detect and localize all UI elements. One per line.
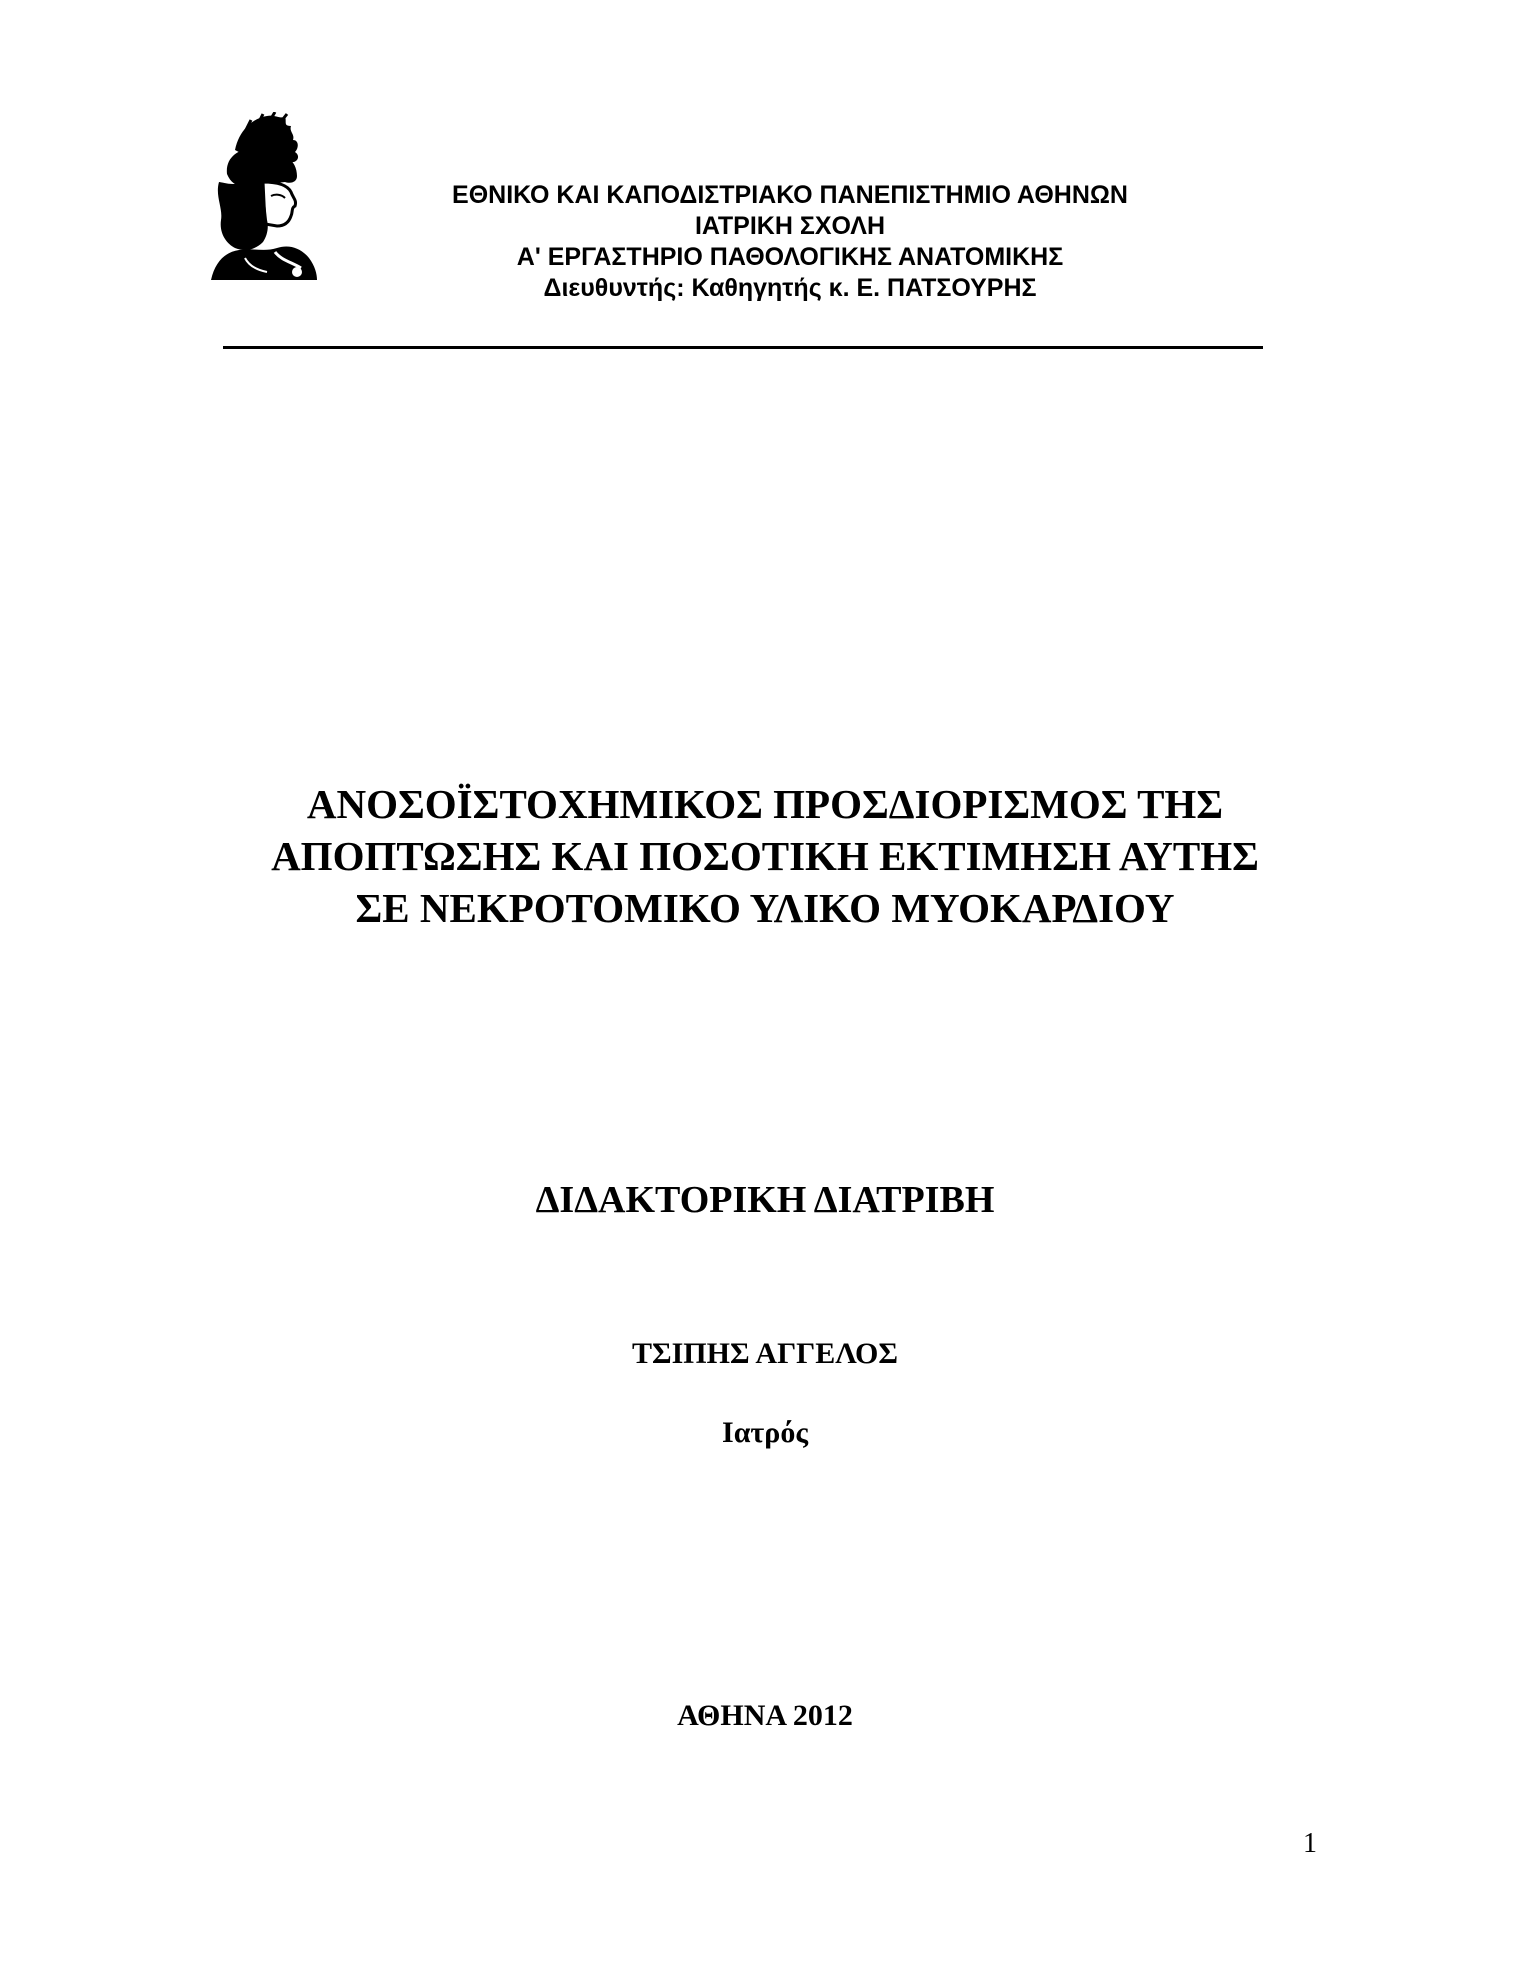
institution-header: [360, 180, 1220, 304]
thesis-title-line-3: ΣΕ ΝΕΚΡΟΤΟΜΙΚΟ ΥΛΙΚΟ ΜΥΟΚΑΡΔΙΟΥ: [355, 885, 1175, 931]
page-number: 1: [1303, 1828, 1317, 1859]
athena-helmet-logo-icon: [205, 112, 320, 282]
place-and-year: ΑΘΗΝΑ 2012: [677, 1699, 853, 1732]
thesis-title: [0, 778, 1530, 934]
header-divider: [223, 346, 1263, 349]
author-name: ΤΣΙΠΗΣ ΑΓΓΕΛΟΣ: [632, 1337, 898, 1370]
author-profession: Ιατρός: [722, 1416, 808, 1449]
thesis-title-line-2: ΑΠΟΠΤΩΣΗΣ ΚΑΙ ΠΟΣΟΤΙΚΗ ΕΚΤΙΜΗΣΗ ΑΥΤΗΣ: [271, 833, 1259, 879]
laboratory-name: Α' ΕΡΓΑΣΤΗΡΙΟ ΠΑΘΟΛΟΓΙΚΗΣ ΑΝΑΤΟΜΙΚΗΣ: [516, 243, 1064, 271]
school-name: ΙΑΤΡΙΚΗ ΣΧΟΛΗ: [694, 212, 886, 240]
thesis-type: ΔΙΔΑΚΤΟΡΙΚΗ ΔΙΑΤΡΙΒΗ: [535, 1179, 995, 1221]
director-name: Διευθυντής: Καθηγητής κ. Ε. ΠΑΤΣΟΥΡΗΣ: [543, 274, 1037, 302]
thesis-title-line-1: ΑΝΟΣΟΪΣΤΟΧΗΜΙΚΟΣ ΠΡΟΣΔΙΟΡΙΣΜΟΣ ΤΗΣ: [306, 781, 1224, 827]
university-name: ΕΘΝΙΚΟ ΚΑΙ ΚΑΠΟΔΙΣΤΡΙΑΚΟ ΠΑΝΕΠΙΣΤΗΜΙΟ ΑΘΗΝΩΝ: [452, 181, 1128, 209]
